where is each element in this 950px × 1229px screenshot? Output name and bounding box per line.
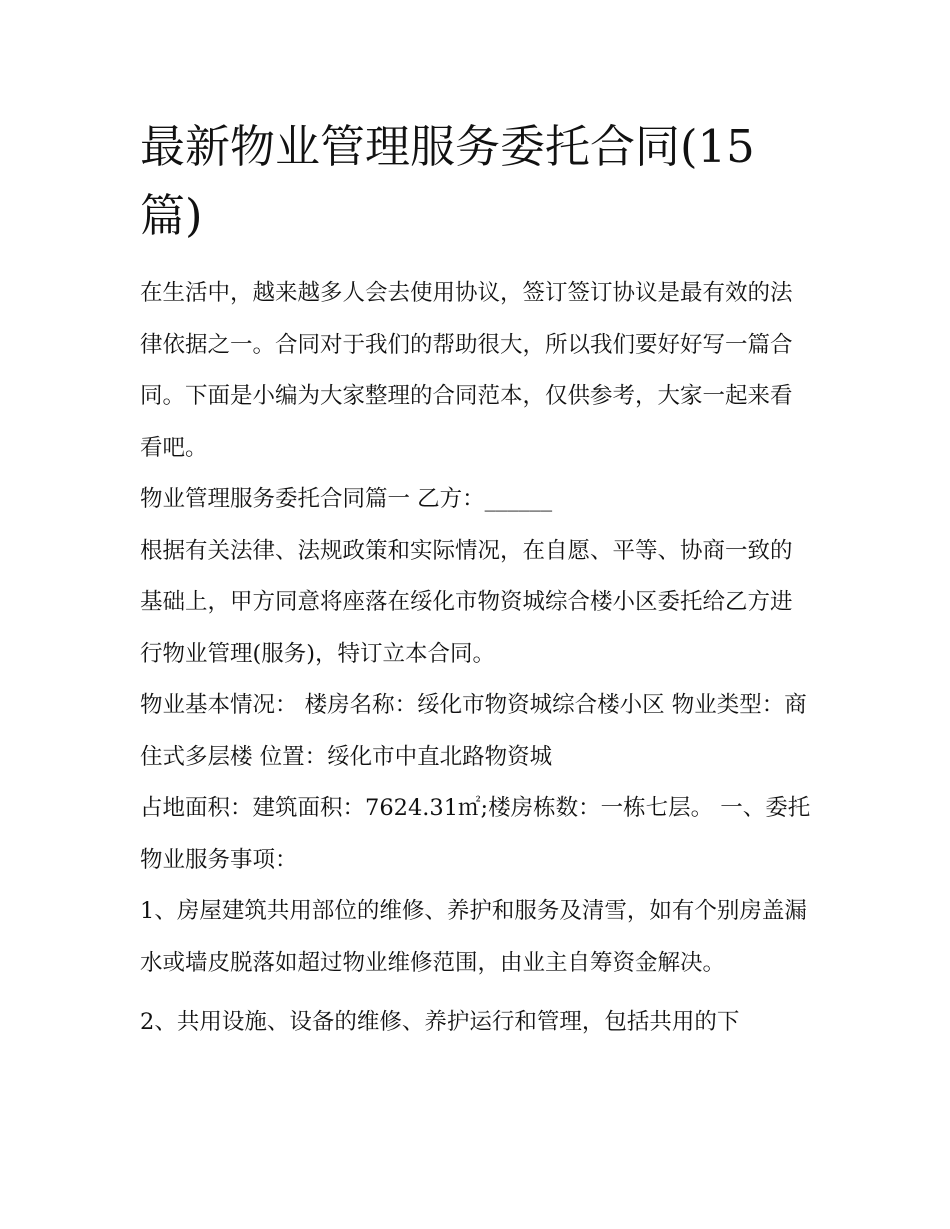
document-page	[140, 112, 812, 1049]
clause-2-paragraph: 2、共用设施、设备的维修、养护运行和管理，包括共用的下	[140, 1009, 740, 1035]
document-title: 最新物业管理服务委托合同(15篇)	[140, 120, 755, 242]
section-heading-contract-one: 物业管理服务委托合同篇一 乙方：______	[140, 486, 553, 512]
clause-1-paragraph: 1、房屋建筑共用部位的维修、养护和服务及清雪，如有个别房盖漏水或墙皮脱落如超过物业维修范围，由业主自筹资金解决。	[140, 898, 807, 976]
area-paragraph: 占地面积：建筑面积：7624.31㎡;楼房栋数：一栋七层。 一、委托物业服务事项：	[140, 795, 811, 873]
property-info-paragraph: 物业基本情况： 楼房名称：绥化市物资城综合楼小区 物业类型：商住式多层楼 位置：绥化市中直北路物资城	[140, 692, 807, 770]
intro-paragraph: 在生活中，越来越多人会去使用协议，签订签订协议是最有效的法律依据之一。合同对于我们的帮助很大，所以我们要好好写一篇合同。下面是小编为大家整理的合同范本，仅供参考，大家一起来看看吧。	[140, 280, 793, 461]
agreement-paragraph: 根据有关法律、法规政策和实际情况，在自愿、平等、协商一致的基础上，甲方同意将座落在绥化市物资城综合楼小区委托给乙方进行物业管理(服务)，特订立本合同。	[140, 537, 793, 667]
